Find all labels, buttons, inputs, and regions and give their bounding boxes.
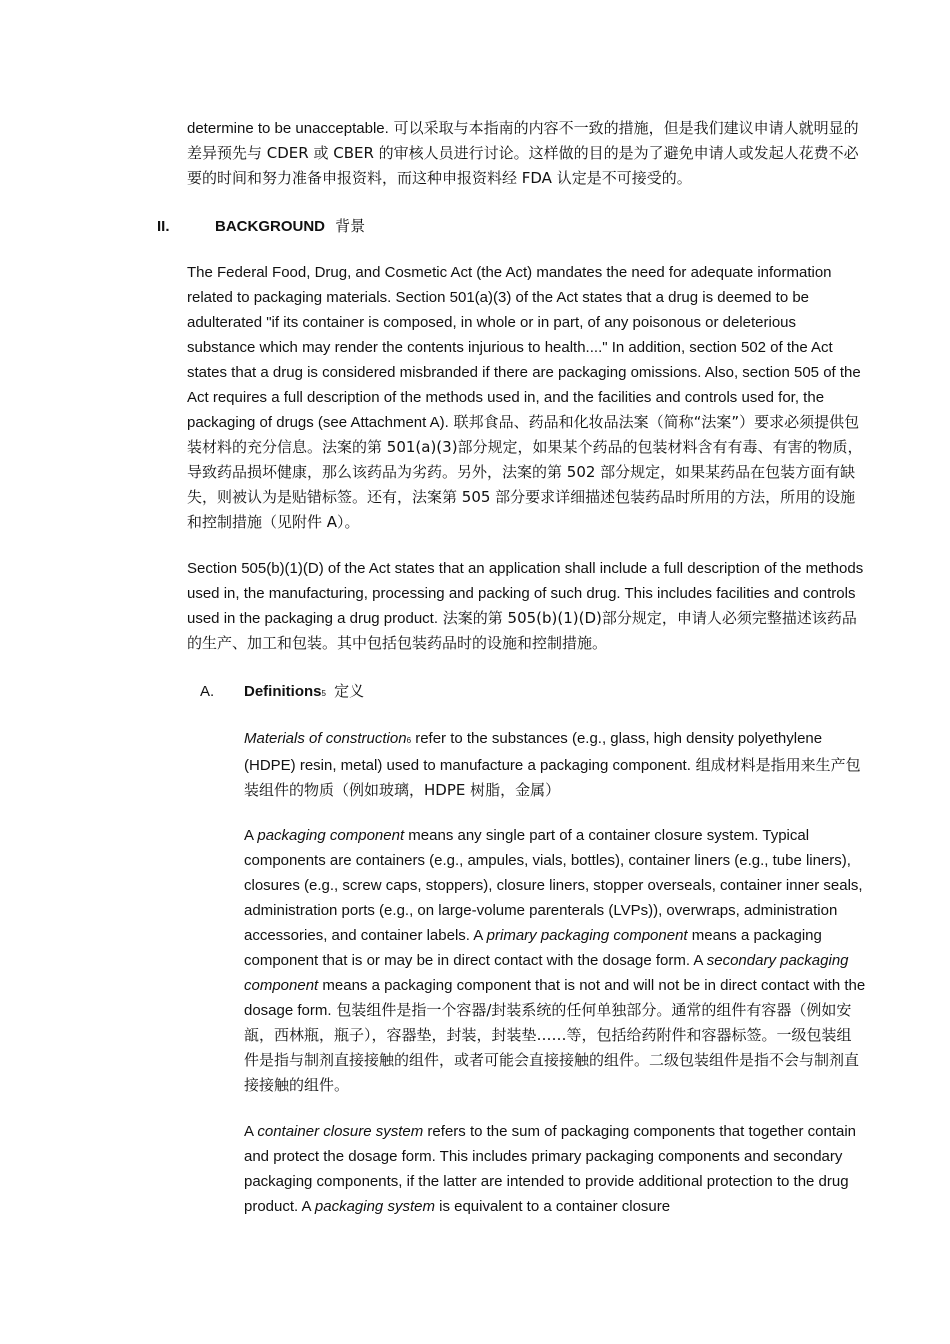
- intro-paragraph: [187, 116, 867, 191]
- background-paragraph-1: [187, 260, 867, 535]
- background-paragraph-2: [187, 556, 867, 656]
- definition-packaging-component: [244, 823, 866, 1098]
- article-text: A: [244, 827, 258, 844]
- term-secondary-packaging-component: secondary packaging component: [244, 952, 849, 994]
- definition-text: refers to the sum of packaging components that together contain and protect the dosage form. This includes primary packaging components and secondary packaging components, if the latter are intended to provide additional protection to the drug product. A: [244, 1123, 857, 1215]
- term-packaging-component: packaging component: [257, 827, 405, 844]
- definition-text: is equivalent to a container closure: [434, 1198, 671, 1215]
- article-text: A: [244, 1123, 258, 1140]
- subsection-title-zh: 定义: [334, 682, 365, 700]
- background-p2-zh: 法案的第 505(b)(1)(D)部分规定，申请人必须完整描述该药品的生产、加工和包装。其中包括包装药品时的设施和控制措施。: [187, 609, 857, 652]
- definition-text: means a packaging component that is not and will not be in direct contact with the dosage form.: [244, 977, 866, 1019]
- term-primary-packaging-component: primary packaging component: [486, 927, 688, 944]
- footnote-marker: 6: [406, 736, 412, 745]
- subsection-letter: A.: [200, 683, 215, 700]
- subsection-title: Definitions: [244, 683, 322, 700]
- background-p1-en: The Federal Food, Drug, and Cosmetic Act (the Act) mandates the need for adequate information related to packaging materials. Section 501(a)(3) of the Act states that a drug is deemed to be adulterated "if its container is composed, in whole or in part, of any poisonous or deleterious substance which may render the contents injurious to health...." In addition, section 502 of the Act states that a drug is considered misbranded if there are packaging omissions. Also, section 505 of the Act requires a full description of the methods used in, and the facilities and controls used for, the packaging of drugs (see Attachment A).: [187, 264, 861, 431]
- section-title-zh: 背景: [335, 217, 366, 235]
- definition-materials-en: refer to the substances (e.g., glass, high density polyethylene (HDPE) resin, metal) used to manufacture a packaging component.: [244, 730, 823, 774]
- definition-container-closure-system: [244, 1119, 866, 1219]
- background-p1-zh: 联邦食品、药品和化妆品法案（简称“法案”）要求必须提供包装材料的充分信息。法案的第 501(a)(3)部分规定，如果某个药品的包装材料含有有毒、有害的物质，导致药品损坏健康，那么该药品为劣药。另外，法案的第 502 部分规定，如果某药品在包装方面有缺失，则被认为是贴错标签。还有，法案第 505 部分要求详细描述包装药品时所用的方法，所用的设施和控制措施（见附件 A）。: [187, 413, 863, 531]
- intro-en: determine to be unacceptable.: [187, 120, 389, 137]
- section-title: BACKGROUND: [215, 218, 325, 235]
- footnote-marker: 5: [321, 689, 326, 698]
- term-packaging-system: packaging system: [314, 1198, 435, 1215]
- section-number: II.: [157, 218, 170, 235]
- background-p2-en: Section 505(b)(1)(D) of the Act states that an application shall include a full description of the methods used in, the manufacturing, processing and packing of such drug. This includes facilities and controls used in the packaging a drug product.: [187, 560, 864, 627]
- definition-materials: [244, 726, 866, 803]
- section-heading: [215, 214, 365, 239]
- definition-text: means a packaging component that is or may be in direct contact with the dosage form. A: [244, 927, 822, 969]
- definition-materials-zh: 组成材料是指用来生产包装组件的物质（例如玻璃，HDPE 树脂，金属）: [244, 756, 861, 799]
- intro-zh: 可以采取与本指南的内容不一致的措施，但是我们建议申请人就明显的差异预先与 CDER 或 CBER 的审核人员进行讨论。这样做的目的是为了避免申请人或发起人花费不必要的时间和努力准备申报资料，而这种申报资料经 FDA 认定是不可接受的。: [187, 119, 859, 187]
- definition-text: means any single part of a container closure system. Typical components are containers (e.g., ampules, vials, bottles), container liners (e.g., tube liners), closures (e.g., screw caps, stoppers), closure liners, stopper overseals, container inner seals, administration ports (e.g., on large-volume parenterals (LVPs)), overwraps, administration accessories, and container labels. A: [244, 827, 863, 944]
- term-materials: Materials of construction: [244, 730, 407, 747]
- subsection-heading: [244, 679, 364, 706]
- term-container-closure-system: container closure system: [257, 1123, 424, 1140]
- definition-packaging-component-zh: 包装组件是指一个容器/封装系统的任何单独部分。通常的组件有容器（例如安瓿，西林瓶，瓶子），容器垫，封装，封装垫……等，包括给药附件和容器标签。一级包装组件是指与制剂直接接触的组件，或者可能会直接接触的组件。二级包装组件是指不会与制剂直接接触的组件。: [244, 1001, 860, 1094]
